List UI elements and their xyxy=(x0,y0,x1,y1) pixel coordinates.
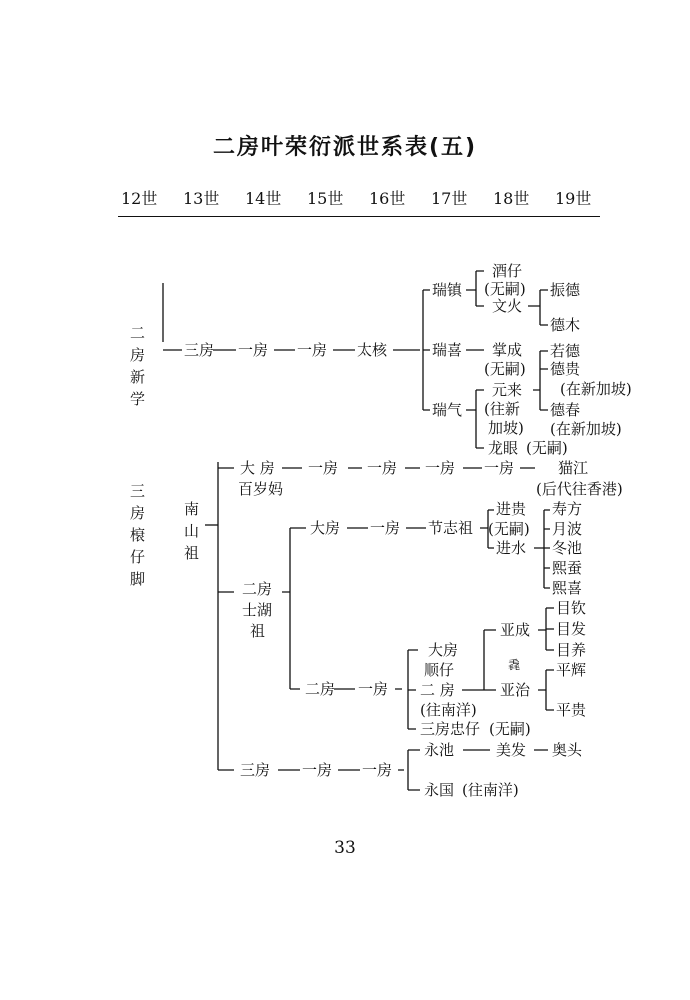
node-wen-huo: 文火 xyxy=(492,297,523,315)
node-da-fang-14: 大 房 xyxy=(240,459,275,477)
node-yi-fang-17b: 一房 xyxy=(425,459,456,477)
node-ya-cheng: 亚成 xyxy=(500,621,531,639)
generation-header-18: 18世 xyxy=(493,189,530,208)
note-wu-si: (无嗣) xyxy=(489,720,531,738)
generation-header-13: 13世 xyxy=(183,189,220,208)
node-mao-jiang: 猫江 xyxy=(558,459,589,477)
node-san-fang-14: 三房 xyxy=(240,761,271,779)
node-shou-fang: 寿方 xyxy=(552,500,583,518)
node-mu-fa: 目发 xyxy=(556,620,587,638)
node-zhen-de: 振德 xyxy=(550,281,581,299)
generation-header-17: 17世 xyxy=(431,189,468,208)
node-mu-yang: 目养 xyxy=(556,641,587,659)
node-mu-qin: 目钦 xyxy=(556,599,587,617)
node-rui-xi: 瑞喜 xyxy=(432,341,463,359)
node-xi-can: 熙蚕 xyxy=(552,559,583,577)
node-jin-shui: 进水 xyxy=(496,539,527,557)
node-ping-gui: 平贵 xyxy=(556,701,587,719)
node-xi-xi: 熙喜 xyxy=(552,579,583,597)
generation-header-14: 14世 xyxy=(245,189,282,208)
node-jiu-zai: 酒仔 xyxy=(492,262,523,280)
node-shi-hu-zu: 祖 xyxy=(250,622,266,640)
node-san-fang-zhi-zai: 三房忠仔 xyxy=(420,720,481,738)
node-long-yan: 龙眼 xyxy=(488,439,519,457)
note-wu-si: (无嗣) xyxy=(488,520,530,538)
generation-header-12: 12世 xyxy=(121,189,158,208)
note-wu-si: (无嗣) xyxy=(526,439,568,457)
node-san-fang-13: 三房 xyxy=(184,341,215,359)
node-bai-sui-ma: 百岁妈 xyxy=(238,480,284,498)
node-yuan-lai: 元来 xyxy=(492,381,523,399)
note-wang-xin: (往新 xyxy=(484,400,520,418)
node-rui-zhen: 瑞镇 xyxy=(432,281,463,299)
node-er-fang-14: 二房 xyxy=(242,580,273,598)
generation-header-16: 16世 xyxy=(369,189,406,208)
node-yong-chi: 永池 xyxy=(424,741,455,759)
generation-header-15: 15世 xyxy=(307,189,344,208)
node-zhang-cheng: 掌成 xyxy=(492,341,523,359)
node-nan-shan-zu: 南山祖 xyxy=(184,500,200,562)
ancestor-san-fang: 三房榱仔脚 xyxy=(130,482,146,588)
stray-mark: 毳 xyxy=(508,658,521,672)
page-number: 33 xyxy=(334,838,356,858)
note-zai-xin-jia-po: (在新加坡) xyxy=(560,380,632,398)
node-yi-fang-14: 一房 xyxy=(238,341,269,359)
note-hou-dai-wang-xiang-gang: (后代往香港) xyxy=(536,480,623,498)
note-wu-si: (无嗣) xyxy=(484,360,526,378)
node-shi-hu: 士湖 xyxy=(242,601,273,619)
node-ping-hui: 平辉 xyxy=(556,661,587,679)
node-de-gui: 德贵 xyxy=(550,360,581,378)
node-da-fang-17: 大房 xyxy=(428,641,459,659)
note-wu-si: (无嗣) xyxy=(484,280,526,298)
node-yue-bo: 月波 xyxy=(552,520,583,538)
generation-header-19: 19世 xyxy=(555,189,592,208)
note-wang-nan-yang: (往南洋) xyxy=(462,781,519,799)
node-yi-fang-18b: 一房 xyxy=(484,459,515,477)
node-jie-zhi-zu: 节志祖 xyxy=(428,519,474,537)
node-ruo-de: 若德 xyxy=(550,342,581,360)
node-mei-fa: 美发 xyxy=(496,741,527,759)
note-jia-po: 加坡) xyxy=(488,419,524,437)
node-rui-qi: 瑞气 xyxy=(432,401,463,419)
page-title: 二房叶荣衍派世系表(五) xyxy=(212,135,478,160)
node-da-fang-15: 大房 xyxy=(310,519,341,537)
node-tai-he: 太核 xyxy=(357,341,388,359)
node-yi-fang-16d: 一房 xyxy=(358,680,389,698)
ancestor-er-fang-xin-xue: 二房新学 xyxy=(130,324,146,408)
node-yi-fang-15b: 一房 xyxy=(308,459,339,477)
node-yong-guo: 永国 xyxy=(424,781,455,799)
node-yi-fang-16e: 一房 xyxy=(362,761,393,779)
node-de-mu: 德木 xyxy=(550,316,581,334)
note-wang-nan-yang: (往南洋) xyxy=(420,701,477,719)
node-yi-fang-16b: 一房 xyxy=(367,459,398,477)
node-yi-fang-15e: 一房 xyxy=(302,761,333,779)
node-dong-chi: 冬池 xyxy=(552,539,583,557)
node-er-fang-15: 二房 xyxy=(305,680,336,698)
node-shun-zai: 顺仔 xyxy=(424,661,455,679)
node-yi-fang-16c: 一房 xyxy=(370,519,401,537)
node-jin-gui: 进贵 xyxy=(496,500,527,518)
node-er-fang-17: 二 房 xyxy=(420,681,455,699)
note-zai-xin-jia-po: (在新加坡) xyxy=(550,420,622,438)
node-ya-zhi: 亚治 xyxy=(500,681,531,699)
node-ao-tou: 奥头 xyxy=(552,741,583,759)
node-yi-fang-15: 一房 xyxy=(297,341,328,359)
node-de-chun: 德春 xyxy=(550,401,581,419)
